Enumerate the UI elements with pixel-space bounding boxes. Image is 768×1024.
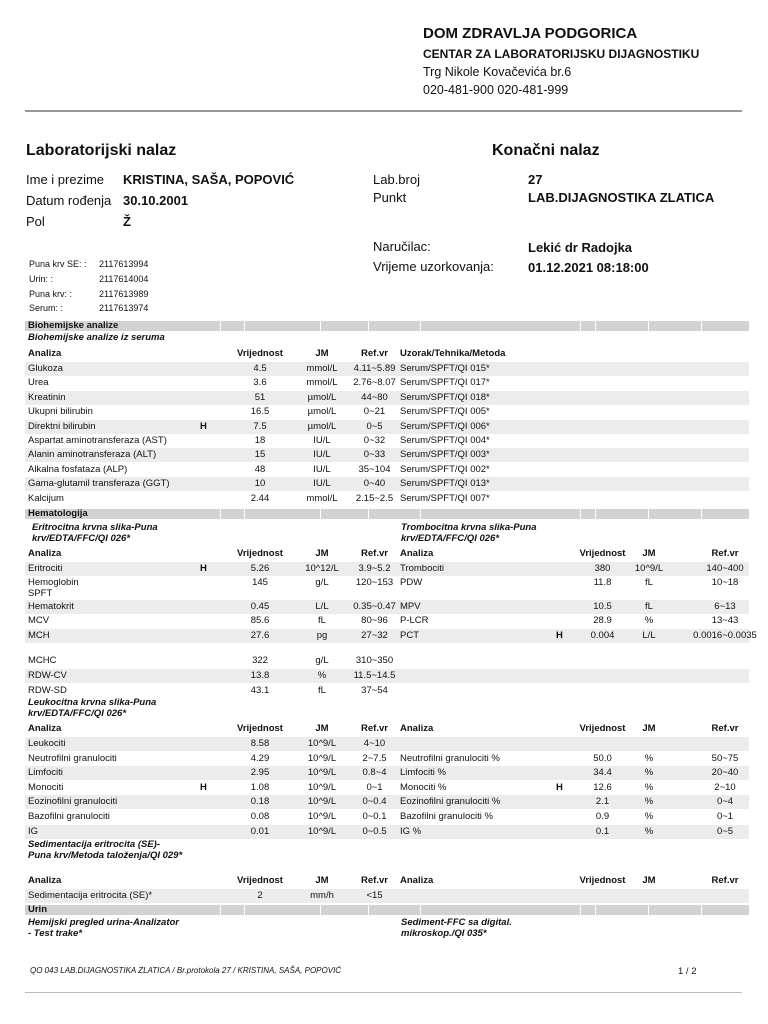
result-value: 43.1	[250, 685, 270, 696]
table-row	[25, 752, 749, 766]
section-title: Biohemijske analize	[28, 320, 119, 331]
result-value: 0.1	[595, 825, 610, 837]
table-row	[25, 737, 749, 751]
header-row	[25, 722, 749, 736]
table-row	[25, 889, 749, 903]
sample-id: 2117613989	[99, 289, 149, 299]
analysis-name: Neutrofilni granulociti %	[400, 752, 500, 764]
analysis-name: Kalcijum	[28, 492, 64, 504]
header-row	[25, 874, 749, 888]
reference-range: 0~0.1	[362, 811, 387, 822]
section-title: Urin	[28, 904, 47, 915]
subsection-title	[28, 918, 179, 939]
result-value: 5.26	[250, 563, 270, 574]
page-number: 1 / 2	[678, 966, 697, 977]
result-value: 15	[254, 449, 266, 461]
result-value: 10.5	[593, 601, 612, 612]
method: Serum/SPFT/QI 013*	[400, 478, 490, 490]
col-header: JM	[642, 548, 656, 559]
table-row	[25, 795, 749, 809]
table-row	[25, 477, 749, 491]
subsection-line: Sedimentacija eritrocita (SE)-	[28, 839, 160, 850]
result-value: 27.6	[250, 630, 270, 641]
table-row	[25, 562, 749, 576]
reference-range: 4.11~5.89	[353, 363, 396, 374]
analysis-name: IG	[28, 825, 39, 837]
analysis-name: MCV	[28, 615, 50, 626]
unit: 10^9/L	[307, 796, 337, 808]
subsection-line: Puna krv/Metoda taloženja/QI 029*	[28, 849, 183, 861]
analysis-name: Neutrofilni granulociti	[28, 752, 117, 764]
dept-name: CENTAR ZA LABORATORIJSKU DIJAGNOSTIKU	[423, 47, 700, 61]
subsection-line: Hemijski pregled urina-Analizator	[28, 917, 179, 928]
reference-range: 2.15~2.5	[355, 492, 394, 504]
col-header: JM	[315, 875, 329, 886]
dob-label: Datum rođenja	[26, 193, 112, 208]
col-header: Ref.vr	[361, 348, 388, 359]
subsection-line: - Test trake*	[28, 927, 83, 939]
unit: g/L	[315, 655, 329, 666]
unit: 10^9/L	[307, 811, 337, 822]
org-name: DOM ZDRAVLJA PODGORICA	[423, 25, 638, 42]
unit: 10^9/L	[307, 767, 337, 779]
analysis-name: P-LCR	[400, 615, 429, 626]
table-row	[25, 629, 757, 643]
table-row	[25, 391, 749, 405]
table-row	[25, 825, 749, 839]
reference-range: 0~5	[716, 825, 734, 837]
flag: H	[200, 563, 207, 574]
subsection-line: Leukocitna krvna slika-Puna	[28, 697, 157, 708]
patient-name: KRISTINA, SAŠA, POPOVIĆ	[123, 172, 295, 187]
analysis-name: PDW	[400, 577, 423, 588]
analysis-name: PCT	[400, 630, 419, 641]
patient-dob: 30.10.2001	[123, 193, 189, 208]
address: Trg Nikole Kovačevića br.6	[423, 65, 572, 79]
analysis-name: Limfociti	[28, 767, 63, 779]
analysis-name: Eritrociti	[28, 563, 63, 574]
sample-label: Puna krv SE: :	[29, 259, 87, 269]
method: Serum/SPFT/QI 005*	[400, 406, 490, 418]
unit: %	[317, 670, 327, 681]
result-value: 16.5	[250, 406, 270, 418]
analysis-name: Trombociti	[400, 563, 444, 574]
reference-range: <15	[366, 890, 383, 901]
analysis-name: Aspartat aminotransferaza (AST)	[28, 435, 167, 446]
unit: 10^9/L	[307, 825, 337, 837]
orderer-value: Lekić dr Radojka	[528, 240, 633, 255]
table-row	[25, 654, 749, 668]
result-value: 4.29	[250, 752, 270, 764]
reference-range: 2~7.5	[362, 752, 387, 764]
analysis-name: Gama-glutamil transferaza (GGT)	[28, 478, 170, 490]
unit: 10^9/L	[634, 563, 664, 574]
reference-range: 0~32	[363, 435, 386, 446]
reference-range: 6~13	[714, 601, 736, 612]
result-value: 50.0	[593, 752, 612, 764]
method-note: SPFT	[28, 588, 53, 599]
subsection-title	[401, 918, 512, 939]
sex-label: Pol	[26, 214, 45, 229]
lab-label: Lab.broj	[373, 172, 420, 187]
analysis-name: Hematokrit	[28, 601, 74, 612]
unit: mmol/L	[306, 492, 338, 504]
reference-range: 20~40	[711, 767, 739, 779]
col-header: Analiza	[28, 548, 62, 559]
header-divider	[25, 110, 742, 112]
sample-time-value: 01.12.2021 08:18:00	[528, 260, 649, 275]
header-row	[25, 547, 749, 561]
reference-range: 0.8~4	[362, 767, 387, 779]
table-row	[25, 362, 749, 376]
col-header: JM	[315, 548, 329, 559]
subsection-title	[28, 333, 165, 344]
section-title: Hematologija	[28, 508, 88, 519]
unit: IU/L	[313, 478, 331, 490]
reference-range: 0~0.5	[362, 825, 387, 837]
reference-range: 140~400	[706, 563, 744, 574]
subsection-line: Eritrocitna krvna slika-Puna	[32, 522, 158, 533]
col-header: Ref.vr	[361, 875, 388, 886]
analysis-name: Hemoglobin	[28, 577, 79, 588]
table-row	[25, 600, 749, 614]
footer-text: QO 043 LAB.DIJAGNOSTIKA ZLATICA / Br.protokola 27 / KRISTINA, SAŠA, POPOVIĆ	[30, 966, 342, 975]
result-value: 145	[252, 577, 268, 588]
result-value: 0.08	[250, 811, 270, 822]
lab-number: 27	[528, 172, 543, 187]
analysis-name: Glukoza	[28, 363, 63, 374]
analysis-name: Monociti %	[400, 781, 447, 793]
table-row	[25, 669, 749, 683]
analysis-name: Leukociti	[28, 738, 66, 749]
col-header: Ref.vr	[361, 548, 388, 559]
col-header: Vrijednost	[579, 723, 626, 734]
table-row	[25, 684, 749, 698]
unit: µmol/L	[307, 420, 337, 432]
analysis-name: RDW-CV	[28, 670, 67, 681]
col-header: JM	[642, 723, 656, 734]
reference-range: 0.35~0.47	[353, 601, 396, 612]
reference-range: 11.5~14.5	[353, 670, 396, 681]
reference-range: 0~5	[366, 420, 383, 432]
col-header: Vrijednost	[579, 875, 626, 886]
subsection-line: mikroskop./QI 035*	[401, 927, 487, 939]
reference-range: 80~96	[361, 615, 388, 626]
method: Serum/SPFT/QI 018*	[400, 391, 490, 403]
col-header: Vrijednost	[237, 348, 283, 359]
unit: fL	[318, 615, 326, 626]
punkt-label: Punkt	[373, 190, 407, 205]
sample-id: 2117613974	[99, 303, 149, 313]
unit: mmol/L	[306, 363, 338, 374]
result-value: 2.95	[250, 767, 270, 779]
punkt-value: LAB.DIJAGNOSTIKA ZLATICA	[528, 190, 715, 205]
unit: µmol/L	[307, 406, 337, 418]
reference-range: 0~21	[363, 406, 386, 418]
unit: 10^9/L	[307, 781, 337, 793]
unit: µmol/L	[307, 391, 337, 403]
reference-range: 0~33	[363, 449, 386, 461]
page-title: Laboratorijski nalaz	[26, 142, 177, 159]
col-header: JM	[642, 875, 656, 886]
result-value: 8.58	[250, 738, 270, 749]
sample-time-label: Vrijeme uzorkovanja:	[373, 259, 494, 274]
subsection-line: Sediment-FFC sa digital.	[401, 917, 512, 928]
result-value: 12.6	[593, 781, 612, 793]
unit: %	[644, 781, 654, 793]
section-band	[25, 904, 749, 915]
analysis-name: Alanin aminotransferaza (ALT)	[28, 449, 157, 461]
report-status: Konačni nalaz	[492, 142, 600, 159]
unit: L/L	[315, 601, 329, 612]
sample-label: Serum: :	[29, 303, 64, 313]
table-row	[25, 614, 749, 628]
unit: 10^9/L	[307, 752, 337, 764]
analysis-name: Bazofilni granulociti %	[400, 811, 493, 822]
unit: IU/L	[313, 463, 331, 475]
result-value: 13.8	[250, 670, 270, 681]
method: Serum/SPFT/QI 002*	[400, 463, 490, 475]
analysis-name: Bazofilni granulociti	[28, 811, 110, 822]
subsection-line: Trombocitna krvna slika-Puna	[401, 522, 537, 533]
reference-range: 4~10	[363, 738, 386, 749]
reference-range: 0~1	[716, 811, 734, 822]
result-value: 85.6	[250, 615, 270, 626]
result-value: 1.08	[250, 781, 270, 793]
unit: IU/L	[313, 449, 331, 461]
unit: fL	[645, 577, 653, 588]
result-value: 0.01	[250, 825, 270, 837]
reference-range: 0~40	[363, 478, 386, 490]
method: Serum/SPFT/QI 003*	[400, 449, 490, 461]
reference-range: 37~54	[361, 685, 388, 696]
col-header: Ref.vr	[711, 548, 739, 559]
flag: H	[200, 781, 207, 793]
unit: %	[644, 825, 654, 837]
col-header: Analiza	[28, 875, 62, 886]
orderer-label: Naručilac:	[373, 239, 431, 254]
analysis-name: RDW-SD	[28, 685, 67, 696]
reference-range: 3.9~5.2	[358, 563, 391, 574]
subsection-line: krv/EDTA/FFC/QI 026*	[32, 532, 131, 544]
unit: mmol/L	[306, 377, 338, 389]
result-value: 18	[254, 435, 266, 446]
col-header: JM	[315, 723, 329, 734]
result-value: 0.9	[595, 811, 610, 822]
result-value: 3.6	[253, 377, 267, 389]
result-value: 10	[254, 478, 266, 490]
result-value: 48	[254, 463, 266, 475]
unit: %	[644, 615, 654, 626]
reference-range: 50~75	[711, 752, 739, 764]
header-row	[25, 347, 749, 361]
method: Serum/SPFT/QI 006*	[400, 420, 490, 432]
analysis-name: IG %	[400, 825, 422, 837]
analysis-name: Kreatinin	[28, 391, 66, 403]
reference-range: 310~350	[355, 655, 394, 666]
reference-range: 0~4	[716, 796, 734, 808]
reference-range: 13~43	[711, 615, 739, 626]
subsection-title	[28, 840, 182, 861]
analysis-name: Monociti	[28, 781, 64, 793]
result-value: 2.44	[250, 492, 270, 504]
analysis-name: Ukupni bilirubin	[28, 406, 93, 418]
result-value: 28.9	[593, 615, 612, 626]
table-row	[25, 810, 749, 824]
unit: fL	[318, 685, 326, 696]
table-row	[25, 376, 749, 390]
col-header: Uzorak/Tehnika/Metoda	[400, 348, 506, 359]
subsection-title	[32, 523, 158, 544]
unit: %	[644, 811, 654, 822]
table-row	[25, 405, 749, 419]
analysis-name: Limfociti %	[400, 767, 446, 779]
phone: 020-481-900 020-481-999	[423, 83, 569, 97]
section-band	[25, 508, 749, 519]
result-value: 2	[257, 890, 263, 901]
result-value: 0.004	[590, 630, 615, 641]
method: Serum/SPFT/QI 017*	[400, 377, 490, 389]
table-row	[25, 781, 749, 795]
method: Serum/SPFT/QI 015*	[400, 363, 490, 374]
analysis-name: Urea	[28, 377, 49, 389]
analysis-name: MPV	[400, 601, 421, 612]
col-header: JM	[315, 348, 329, 359]
result-value: 2.1	[595, 796, 610, 808]
reference-range: 35~104	[358, 463, 391, 475]
result-value: 11.8	[593, 577, 612, 588]
analysis-name: Eozinofilni granulociti	[28, 796, 118, 808]
sample-id: 2117614004	[99, 274, 149, 284]
reference-range: 2~10	[714, 781, 736, 793]
reference-range: 0~0.4	[362, 796, 387, 808]
result-value: 34.4	[593, 767, 612, 779]
result-value: 380	[594, 563, 611, 574]
analysis-name: Sedimentacija eritrocita (SE)*	[28, 890, 153, 901]
unit: fL	[645, 601, 653, 612]
flag: H	[556, 781, 563, 793]
col-header: Ref.vr	[711, 875, 739, 886]
col-header: Analiza	[28, 723, 62, 734]
col-header: Ref.vr	[361, 723, 388, 734]
col-header: Analiza	[28, 348, 62, 359]
table-row	[25, 420, 749, 434]
footer-divider	[25, 992, 742, 993]
unit: L/L	[642, 630, 656, 641]
subsection-line: Biohemijske analize iz seruma	[28, 332, 165, 343]
sample-label: Puna krv: :	[29, 289, 73, 299]
col-header: Ref.vr	[711, 723, 739, 734]
result-value: 7.5	[253, 420, 267, 432]
flag: H	[200, 420, 207, 432]
unit: mm/h	[310, 890, 334, 901]
col-header: Vrijednost	[237, 548, 283, 559]
analysis-name: MCHC	[28, 655, 57, 666]
letterhead	[423, 24, 753, 99]
reference-range: 120~153	[355, 577, 394, 588]
section-band	[25, 320, 749, 331]
result-value: 0.45	[250, 601, 270, 612]
subsection-title	[28, 698, 156, 719]
col-header: Vrijednost	[237, 875, 283, 886]
col-header: Vrijednost	[579, 548, 626, 559]
result-value: 51	[254, 391, 266, 403]
reference-range: 2.76~8.07	[353, 377, 396, 389]
reference-range: 44~80	[361, 391, 388, 403]
table-row	[25, 492, 749, 506]
reference-range: 10~18	[711, 577, 739, 588]
reference-range: 27~32	[361, 630, 388, 641]
unit: pg	[316, 630, 328, 641]
table-row	[25, 766, 749, 780]
reference-range: 0.0016~0.0035	[693, 630, 757, 641]
col-header: Analiza	[400, 723, 434, 734]
result-value: 0.18	[250, 796, 270, 808]
table-row	[25, 463, 749, 477]
method: Serum/SPFT/QI 004*	[400, 435, 490, 446]
unit: %	[644, 796, 654, 808]
unit: IU/L	[313, 435, 331, 446]
subsection-title	[401, 523, 537, 544]
reference-range: 0~1	[366, 781, 383, 793]
unit: g/L	[315, 577, 329, 588]
table-row	[25, 448, 749, 462]
col-header: Analiza	[400, 875, 434, 886]
unit: 10^12/L	[305, 563, 339, 574]
unit: %	[644, 767, 654, 779]
analysis-name: Alkalna fosfataza (ALP)	[28, 463, 128, 475]
analysis-name: Direktni bilirubin	[28, 420, 96, 432]
sample-id: 2117613994	[99, 259, 149, 269]
analysis-name: MCH	[28, 630, 50, 641]
result-value: 4.5	[253, 363, 267, 374]
name-label: Ime i prezime	[26, 172, 105, 187]
unit: %	[644, 752, 654, 764]
col-header: Analiza	[400, 548, 434, 559]
sample-label: Urin: :	[29, 274, 54, 284]
analysis-name: Eozinofilni granulociti %	[400, 796, 501, 808]
col-header: Vrijednost	[237, 723, 283, 734]
subsection-line: krv/EDTA/FFC/QI 026*	[28, 707, 127, 719]
result-value: 322	[252, 655, 268, 666]
flag: H	[556, 630, 563, 641]
patient-sex: Ž	[123, 214, 131, 229]
subsection-line: krv/EDTA/FFC/QI 026*	[401, 532, 500, 544]
table-row	[25, 434, 749, 448]
method: Serum/SPFT/QI 007*	[400, 492, 490, 504]
table-row	[25, 576, 749, 590]
unit: 10^9/L	[307, 738, 337, 749]
